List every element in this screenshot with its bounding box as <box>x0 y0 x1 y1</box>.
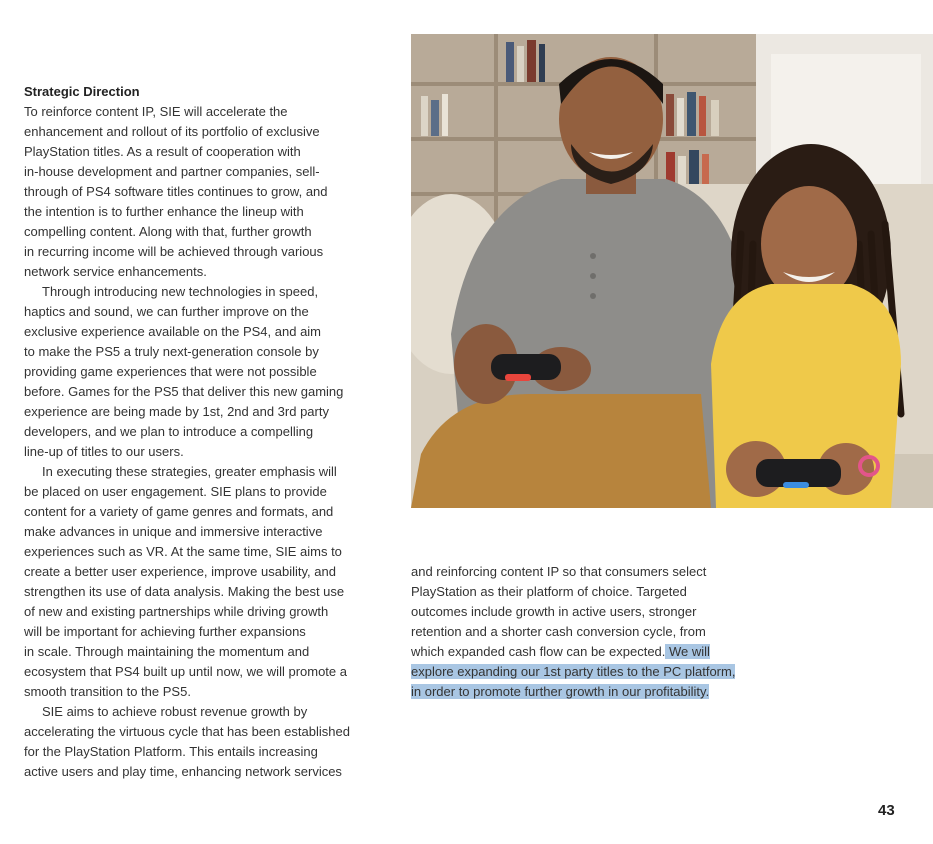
body-line: for the PlayStation Platform. This entails increasing <box>24 744 318 759</box>
highlighted-text[interactable]: in order to promote further growth in our profitability. <box>411 684 710 699</box>
body-line: haptics and sound, we can further improve on the <box>24 304 309 319</box>
page-number: 43 <box>878 802 895 819</box>
body-line: network service enhancements. <box>24 264 207 279</box>
body-line: experiences such as VR. At the same time, SIE aims to <box>24 544 342 559</box>
body-line: in scale. Through maintaining the momentum and <box>24 644 310 659</box>
body-line: compelling content. Along with that, further growth <box>24 224 312 239</box>
body-line: content for a variety of game genres and formats, and <box>24 504 334 519</box>
plain-text: and reinforcing content IP so that consumers select <box>411 564 707 579</box>
body-line <box>411 562 771 582</box>
body-line: Through introducing new technologies in speed, <box>42 284 319 299</box>
right-column <box>411 562 771 702</box>
body-line: will be important for achieving further expansions <box>24 624 306 639</box>
highlighted-text[interactable]: We will <box>665 644 710 659</box>
plain-text: outcomes include growth in active users, stronger <box>411 604 697 619</box>
body-line: PlayStation titles. As a result of cooperation with <box>24 144 301 159</box>
body-line: in-house development and partner companies, sell- <box>24 164 320 179</box>
plain-text: retention and a shorter cash conversion cycle, from <box>411 624 706 639</box>
highlighted-text[interactable]: explore expanding our 1st party titles to the PC platform, <box>411 664 736 679</box>
body-line: providing game experiences that were not possible <box>24 364 317 379</box>
plain-text: PlayStation as their platform of choice. Targeted <box>411 584 687 599</box>
body-line: To reinforce content IP, SIE will accelerate the <box>24 104 288 119</box>
body-line: ecosystem that PS4 built up until now, we will promote a <box>24 664 347 679</box>
body-line: experience are being made by 1st, 2nd and 3rd party <box>24 404 329 419</box>
body-line: In executing these strategies, greater emphasis will <box>42 464 337 479</box>
body-line: before. Games for the PS5 that deliver this new gaming <box>24 384 344 399</box>
body-line <box>411 622 771 642</box>
body-line: line-up of titles to our users. <box>24 444 184 459</box>
body-line <box>411 582 771 602</box>
body-line: strengthen its use of data analysis. Making the best use <box>24 584 345 599</box>
left-column <box>24 82 369 782</box>
body-line: accelerating the virtuous cycle that has been established <box>24 724 350 739</box>
body-line: of new and existing partnerships while driving growth <box>24 604 329 619</box>
body-line: active users and play time, enhancing network services <box>24 764 342 779</box>
body-line: the intention is to further enhance the lineup with <box>24 204 304 219</box>
section-heading: Strategic Direction <box>24 84 140 99</box>
body-line: exclusive experience available on the PS4, and aim <box>24 324 322 339</box>
body-line: create a better user experience, improve usability, and <box>24 564 336 579</box>
body-line: enhancement and rollout of its portfolio of exclusive <box>24 124 320 139</box>
family-gaming-photo <box>411 34 933 508</box>
body-line: to make the PS5 a truly next-generation console by <box>24 344 319 359</box>
plain-text: which expanded cash flow can be expected. <box>411 644 666 659</box>
body-line <box>411 602 771 622</box>
body-line: in recurring income will be achieved through various <box>24 244 324 259</box>
body-line <box>411 682 771 702</box>
body-line: developers, and we plan to introduce a compelling <box>24 424 314 439</box>
body-line <box>411 642 771 662</box>
body-line: be placed on user engagement. SIE plans to provide <box>24 484 327 499</box>
body-line: make advances in unique and immersive interactive <box>24 524 323 539</box>
body-line: smooth transition to the PS5. <box>24 684 191 699</box>
left-column-body <box>24 102 369 782</box>
body-line: through of PS4 software titles continues to grow, and <box>24 184 328 199</box>
right-column-body <box>411 562 771 702</box>
body-line <box>411 662 771 682</box>
body-line: SIE aims to achieve robust revenue growth by <box>42 704 308 719</box>
